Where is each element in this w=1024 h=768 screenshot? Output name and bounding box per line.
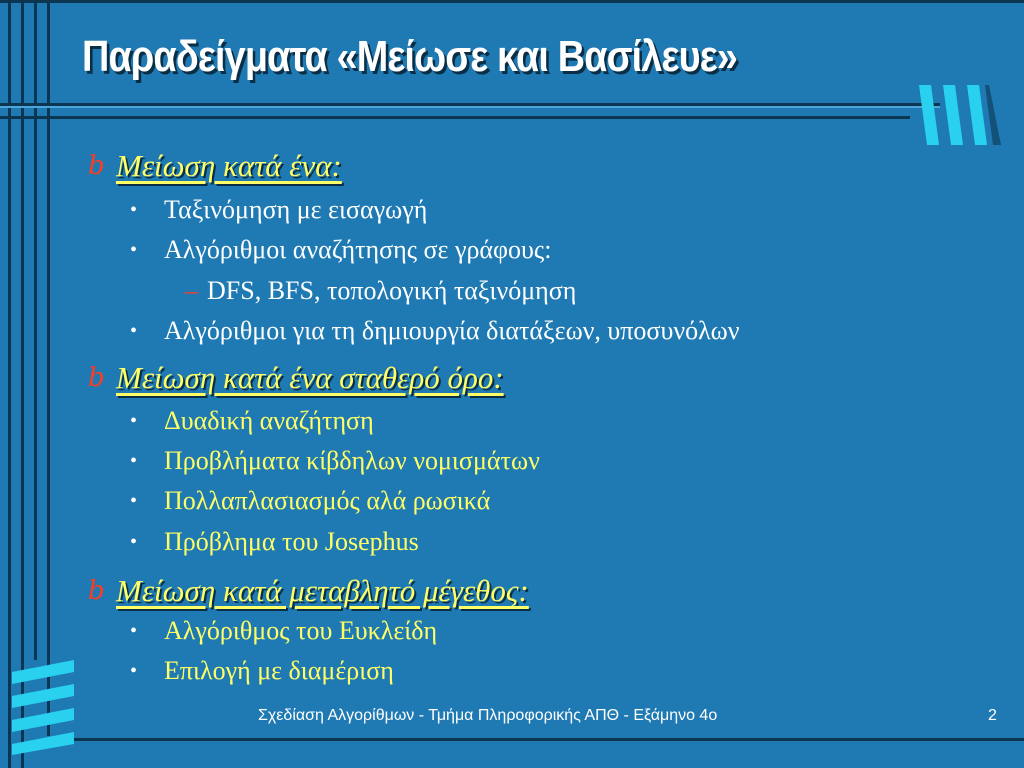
dash-bullet-icon: – bbox=[185, 276, 198, 305]
footer-text: Σχεδίαση Αλγορίθμων - Τμήμα Πληροφορικής ΑΠΘ - Εξάμηνο 4ο bbox=[258, 707, 718, 724]
list-item-text: Πολλαπλασιασμός αλά ρωσικά bbox=[164, 486, 491, 515]
section-heading-3 bbox=[88, 571, 529, 611]
list-item bbox=[130, 403, 374, 439]
list-item-text: Δυαδική αναζήτηση bbox=[164, 406, 374, 435]
bullet-dot-icon: • bbox=[130, 659, 138, 682]
section-heading-1 bbox=[88, 146, 342, 186]
page-number: 2 bbox=[988, 707, 997, 724]
list-item bbox=[130, 483, 490, 519]
list-item bbox=[130, 232, 551, 268]
bullet-dot-icon: • bbox=[130, 198, 138, 221]
list-item bbox=[130, 192, 427, 228]
section-bullet-icon: b bbox=[88, 363, 105, 393]
list-item bbox=[130, 443, 540, 479]
sub-list-item bbox=[185, 273, 576, 309]
slide-footer bbox=[0, 707, 1024, 729]
bullet-dot-icon: • bbox=[130, 619, 138, 642]
section-bullet-icon: b bbox=[88, 151, 105, 181]
bullet-dot-icon: • bbox=[130, 530, 138, 553]
bullet-dot-icon: • bbox=[130, 449, 138, 472]
slide-title: Παραδείγματα «Μείωσε και Βασίλευε» bbox=[82, 32, 738, 81]
list-item bbox=[130, 524, 419, 560]
list-item bbox=[130, 613, 437, 649]
list-item bbox=[130, 313, 740, 349]
section-bullet-icon: b bbox=[88, 576, 105, 606]
bullet-dot-icon: • bbox=[130, 238, 138, 261]
bullet-dot-icon: • bbox=[130, 409, 138, 432]
section-heading-2 bbox=[88, 358, 504, 398]
list-item-text: Επιλογή με διαμέριση bbox=[164, 656, 394, 685]
section-heading-text: Μείωση κατά μεταβλητό μέγεθος: bbox=[116, 573, 529, 608]
list-item bbox=[130, 653, 394, 689]
bullet-dot-icon: • bbox=[130, 319, 138, 342]
section-heading-text: Μείωση κατά ένα σταθερό όρο: bbox=[116, 360, 504, 395]
list-item-text: Προβλήματα κίβδηλων νομισμάτων bbox=[164, 446, 540, 475]
bullet-dot-icon: • bbox=[130, 489, 138, 512]
list-item-text: Αλγόριθμος του Ευκλείδη bbox=[164, 616, 438, 645]
list-item-text: Ταξινόμηση με εισαγωγή bbox=[164, 195, 428, 224]
section-heading-text: Μείωση κατά ένα: bbox=[116, 148, 342, 183]
sub-list-item-text: DFS, BFS, τοπολογική ταξινόμηση bbox=[207, 276, 577, 305]
list-item-text: Αλγόριθμοι για τη δημιουργία διατάξεων, υποσυνόλων bbox=[164, 316, 740, 345]
list-item-text: Πρόβλημα του Josephus bbox=[164, 527, 419, 556]
list-item-text: Αλγόριθμοι αναζήτησης σε γράφους: bbox=[164, 235, 552, 264]
